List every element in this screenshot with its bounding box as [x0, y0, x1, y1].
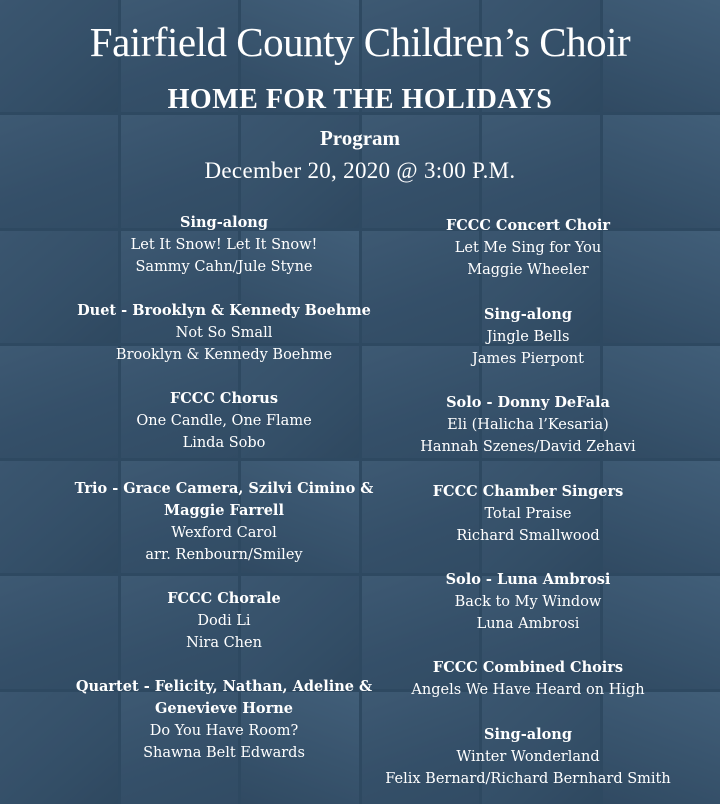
program-item-title: Let Me Sing for You — [454, 240, 602, 256]
program-item — [358, 481, 698, 547]
program-item-composer: Shawna Belt Edwards — [143, 745, 305, 761]
program-item-heading: FCCC Chorus — [169, 390, 279, 407]
program-item-composer: Maggie Wheeler — [467, 262, 589, 278]
program-item — [48, 388, 400, 454]
program-item-composer: Hannah Szenes/David Zehavi — [420, 439, 636, 455]
program-item-heading: FCCC Chamber Singers — [432, 483, 624, 500]
program-item-heading: Solo - Donny DeFala — [446, 394, 610, 411]
program-item-composer: Nira Chen — [186, 635, 262, 651]
organization-title: Fairfield County Children’s Choir — [89, 19, 631, 65]
program-item-title: Wexford Carol — [171, 525, 277, 541]
program-item-heading: Maggie Farrell — [164, 502, 284, 519]
program-item-title: Eli (Halicha l’Kesaria) — [447, 417, 609, 433]
program-item-heading: Quartet - Felicity, Nathan, Adeline & — [75, 678, 373, 695]
program-item — [358, 392, 698, 458]
program-item-composer: Luna Ambrosi — [476, 616, 580, 632]
program-item-title: Let It Snow! Let It Snow! — [130, 237, 318, 253]
program-item-composer: James Pierpont — [472, 351, 584, 367]
program-item-composer: Richard Smallwood — [456, 528, 600, 544]
program-item — [48, 212, 400, 278]
program-item — [358, 657, 698, 701]
program-item — [358, 304, 698, 370]
program-item-composer: Felix Bernard/Richard Bernhard Smith — [385, 771, 671, 787]
program-item-title: Angels We Have Heard on High — [411, 682, 645, 698]
program-item-title: Jingle Bells — [486, 329, 570, 345]
program-item — [358, 569, 698, 635]
program-item — [48, 676, 400, 764]
program-item-heading: Duet - Brooklyn & Kennedy Boehme — [77, 302, 371, 319]
program-item — [48, 478, 400, 566]
program-item-heading: FCCC Concert Choir — [445, 217, 611, 234]
program-item — [48, 588, 400, 654]
program-item-composer: Sammy Cahn/Jule Styne — [135, 259, 313, 275]
program-item-title: Back to My Window — [454, 594, 602, 610]
program-item-heading: Sing-along — [484, 726, 572, 743]
event-date: December 20, 2020 @ 3:00 P.M. — [204, 158, 516, 183]
program-item-title: Dodi Li — [197, 613, 251, 629]
program-item-title: One Candle, One Flame — [136, 413, 312, 429]
program-item — [358, 215, 698, 281]
program-item-composer: arr. Renbourn/Smiley — [145, 547, 303, 563]
program-label: Program — [319, 126, 401, 150]
program-item-title: Do You Have Room? — [149, 723, 299, 739]
program-item-title: Winter Wonderland — [456, 749, 600, 765]
program-item-heading: Genevieve Horne — [154, 700, 293, 717]
program-item-heading: FCCC Combined Choirs — [432, 659, 624, 676]
program-item — [48, 300, 400, 366]
program-item — [358, 724, 698, 790]
program-item-title: Not So Small — [175, 325, 273, 341]
program-item-heading: Trio - Grace Camera, Szilvi Cimino & — [74, 480, 374, 497]
program-item-title: Total Praise — [484, 506, 572, 522]
program-item-heading: FCCC Chorale — [167, 590, 281, 607]
program-item-heading: Sing-along — [180, 214, 268, 231]
program-item-composer: Linda Sobo — [182, 435, 266, 451]
program-item-composer: Brooklyn & Kennedy Boehme — [115, 347, 333, 363]
event-title: HOME FOR THE HOLIDAYS — [167, 84, 553, 115]
program-item-heading: Solo - Luna Ambrosi — [445, 571, 611, 588]
program-item-heading: Sing-along — [484, 306, 572, 323]
